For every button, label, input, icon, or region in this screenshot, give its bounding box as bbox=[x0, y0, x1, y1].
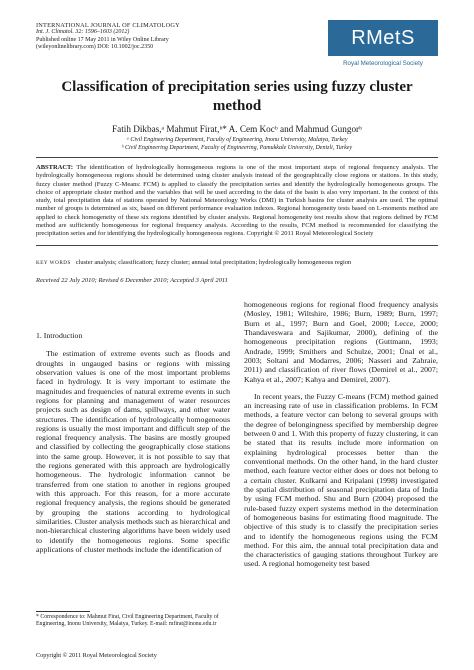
logo-subtitle: Royal Meteorological Society bbox=[343, 60, 423, 67]
journal-info bbox=[36, 22, 180, 52]
abstract bbox=[36, 157, 438, 246]
journal-citation: Int. J. Climatol. 32: 1596–1603 (2012) bbox=[36, 29, 130, 36]
left-column bbox=[36, 300, 230, 554]
footnote-divider bbox=[36, 611, 90, 612]
keywords-text: cluster analysis; classification; fuzzy cluster; annual total precipitation; hydrologically homogeneous region bbox=[75, 259, 352, 266]
author-list: Fatih Dikbas,ᵃ Mahmut Firat,ᵇ* A. Cem Kocᵇ and Mahmud Gungorᵇ bbox=[112, 124, 362, 134]
paper-title: Classification of precipitation series using fuzzy cluster method bbox=[61, 79, 413, 114]
abstract-text: The identification of hydrologically homogeneous regions is one of the most important steps of regional frequency analysis. The hydrologically homogeneous regions should be determined using cluster analysis instead of the geographically close regions or stations. In this study, fuzzy cluster method (Fuzzy C-Means: FCM) is applied to classify the precipitation series and identify the hydrologically homogeneous groups. The choice of appropriate cluster method and the variables that will be used according to the data of the basin is also very important. In the context of this study, total precipitation data of stations operated by National Meteorology Works (DMI) in Turkish basins for cluster analysis are used. The optimal number of groups is determined as six, based on different performance evaluation indexes. Regional homogeneity tests based on L-moments method are applied to check homogeneity of these six regions identified by cluster analysis. Regional homogeneity test results show that regions defined by FCM method are sufficiently homogeneous for regional frequency analysis. According to the results, FCM method is recommended for classifying the precipitation series and for identifying the hydrologically homogeneous regions. Copyright © 2011 Royal Meteorological Society bbox=[36, 164, 438, 238]
affiliation-b: ᵇ Civil Engineering Department, Faculty of Engineering, Pamukkale University, Denizli, Turkey bbox=[121, 145, 353, 151]
logo-text: RMetS bbox=[351, 26, 415, 49]
rmets-logo bbox=[328, 20, 438, 56]
abstract-label: ABSTRACT: bbox=[36, 164, 74, 171]
body-paragraph: In recent years, the Fuzzy C-means (FCM) method gained an increasing rate of use in classification problems. In FCM methods, a feature vector can belong to several groups with the degree of belongingness specified by membership degree between 0 and 1. With this property of fuzzy clustering, it can be stated that its results include more information on explaining hydrological processes better than the conventional methods. On the other hand, in the hard cluster method, each feature vector either does or does not belong to a certain cluster. Kulkarni and Kripalani (1998) investigated the spatial distribution of seasonal precipitation data of India by using FCM method. Shu and Burn (2004) proposed the rule-based fuzzy expert systems method in the determination of homogeneous basins for estimating flood magnitude. The objective of this study is to classify the precipitation series and to identify the homogeneous regions using the FCM method. For this aim, the annual total precipitation data and the characteristics of gauging stations throughout Turkey are used. A regional homogeneity test based bbox=[244, 391, 438, 569]
body-paragraph: The estimation of extreme events such as floods and droughts in ungauged basins or regions with missing observation values is one of the most important problems faced in hydrology. It is very important to estimate the magnitudes and frequencies of natural extreme events in such regions for planning and management of water resources projects such as design of dams, spillways, and other water structures. The identification of hydrologically homogeneous regions is usually the most important and difficult step of the regional frequency analysis. The basins are mostly grouped and classified by collecting the geographically close stations into the same group. However, it is not possible to say that the regions generated with this approach are hydrologically homogeneous. The hydrologic information cannot be transferred from one station to another in regions grouped with this approach. For this reason, for a more accurate regional frequency analysis, the regions should be generated by grouping the stations according to hydrological similarities. Cluster analysis methods such as hierarchical and non-hierarchical clustering algorithms have been widely used to identify the homogeneous regions. Some specific applications of cluster methods include the identification of bbox=[36, 349, 230, 554]
correspondence-footnote: * Correspondence to: Mahmut Firat, Civil Engineering Department, Faculty of Engineering, Inonu University, Malatya, Turkey. E-mail: mfirat@inonu.edu.tr bbox=[36, 614, 219, 628]
journal-doi: (wileyonlinelibrary.com) DOI: 10.1002/joc.2350 bbox=[36, 44, 154, 51]
affiliation-a: ᵃ Civil Engineering Department, Faculty of Engineering, Inonu University, Malatya, Turkey bbox=[126, 137, 348, 143]
keywords bbox=[36, 259, 438, 267]
section-heading: 1. Introduction bbox=[36, 331, 83, 340]
body-paragraph: homogeneous regions for regional flood frequency analysis (Mosley, 1981; Wiltshire, 1986; Burn, 1989; Burn, 1997; Burn et al., 1997; Burn and Goel, 2000; Lecce, 2000; Thandaveswara and Sajikumar, 2000), defining of the homogeneous precipitation regions (Guttmann, 1993; Andrade, 1999; Smithers and Schulze, 2001; Ünal et al., 2003; Soltani and Modarres, 2006; Nasseri and Zahraie, 2011) and classification of river flows (Demirel et al., 2007; Kahya et al., 2007; Kahya and Demirel, 2007). bbox=[244, 300, 438, 384]
copyright-notice: Copyright © 2011 Royal Meteorological Society bbox=[36, 652, 157, 659]
keywords-label: KEY WORDS bbox=[36, 260, 71, 266]
received-dates: Received 22 July 2010; Revised 6 December 2010; Accepted 3 April 2011 bbox=[36, 277, 228, 284]
right-column bbox=[244, 300, 438, 647]
journal-published: Published online 17 May 2011 in Wiley Online Library bbox=[36, 36, 169, 43]
journal-name: INTERNATIONAL JOURNAL OF CLIMATOLOGY bbox=[36, 22, 180, 29]
